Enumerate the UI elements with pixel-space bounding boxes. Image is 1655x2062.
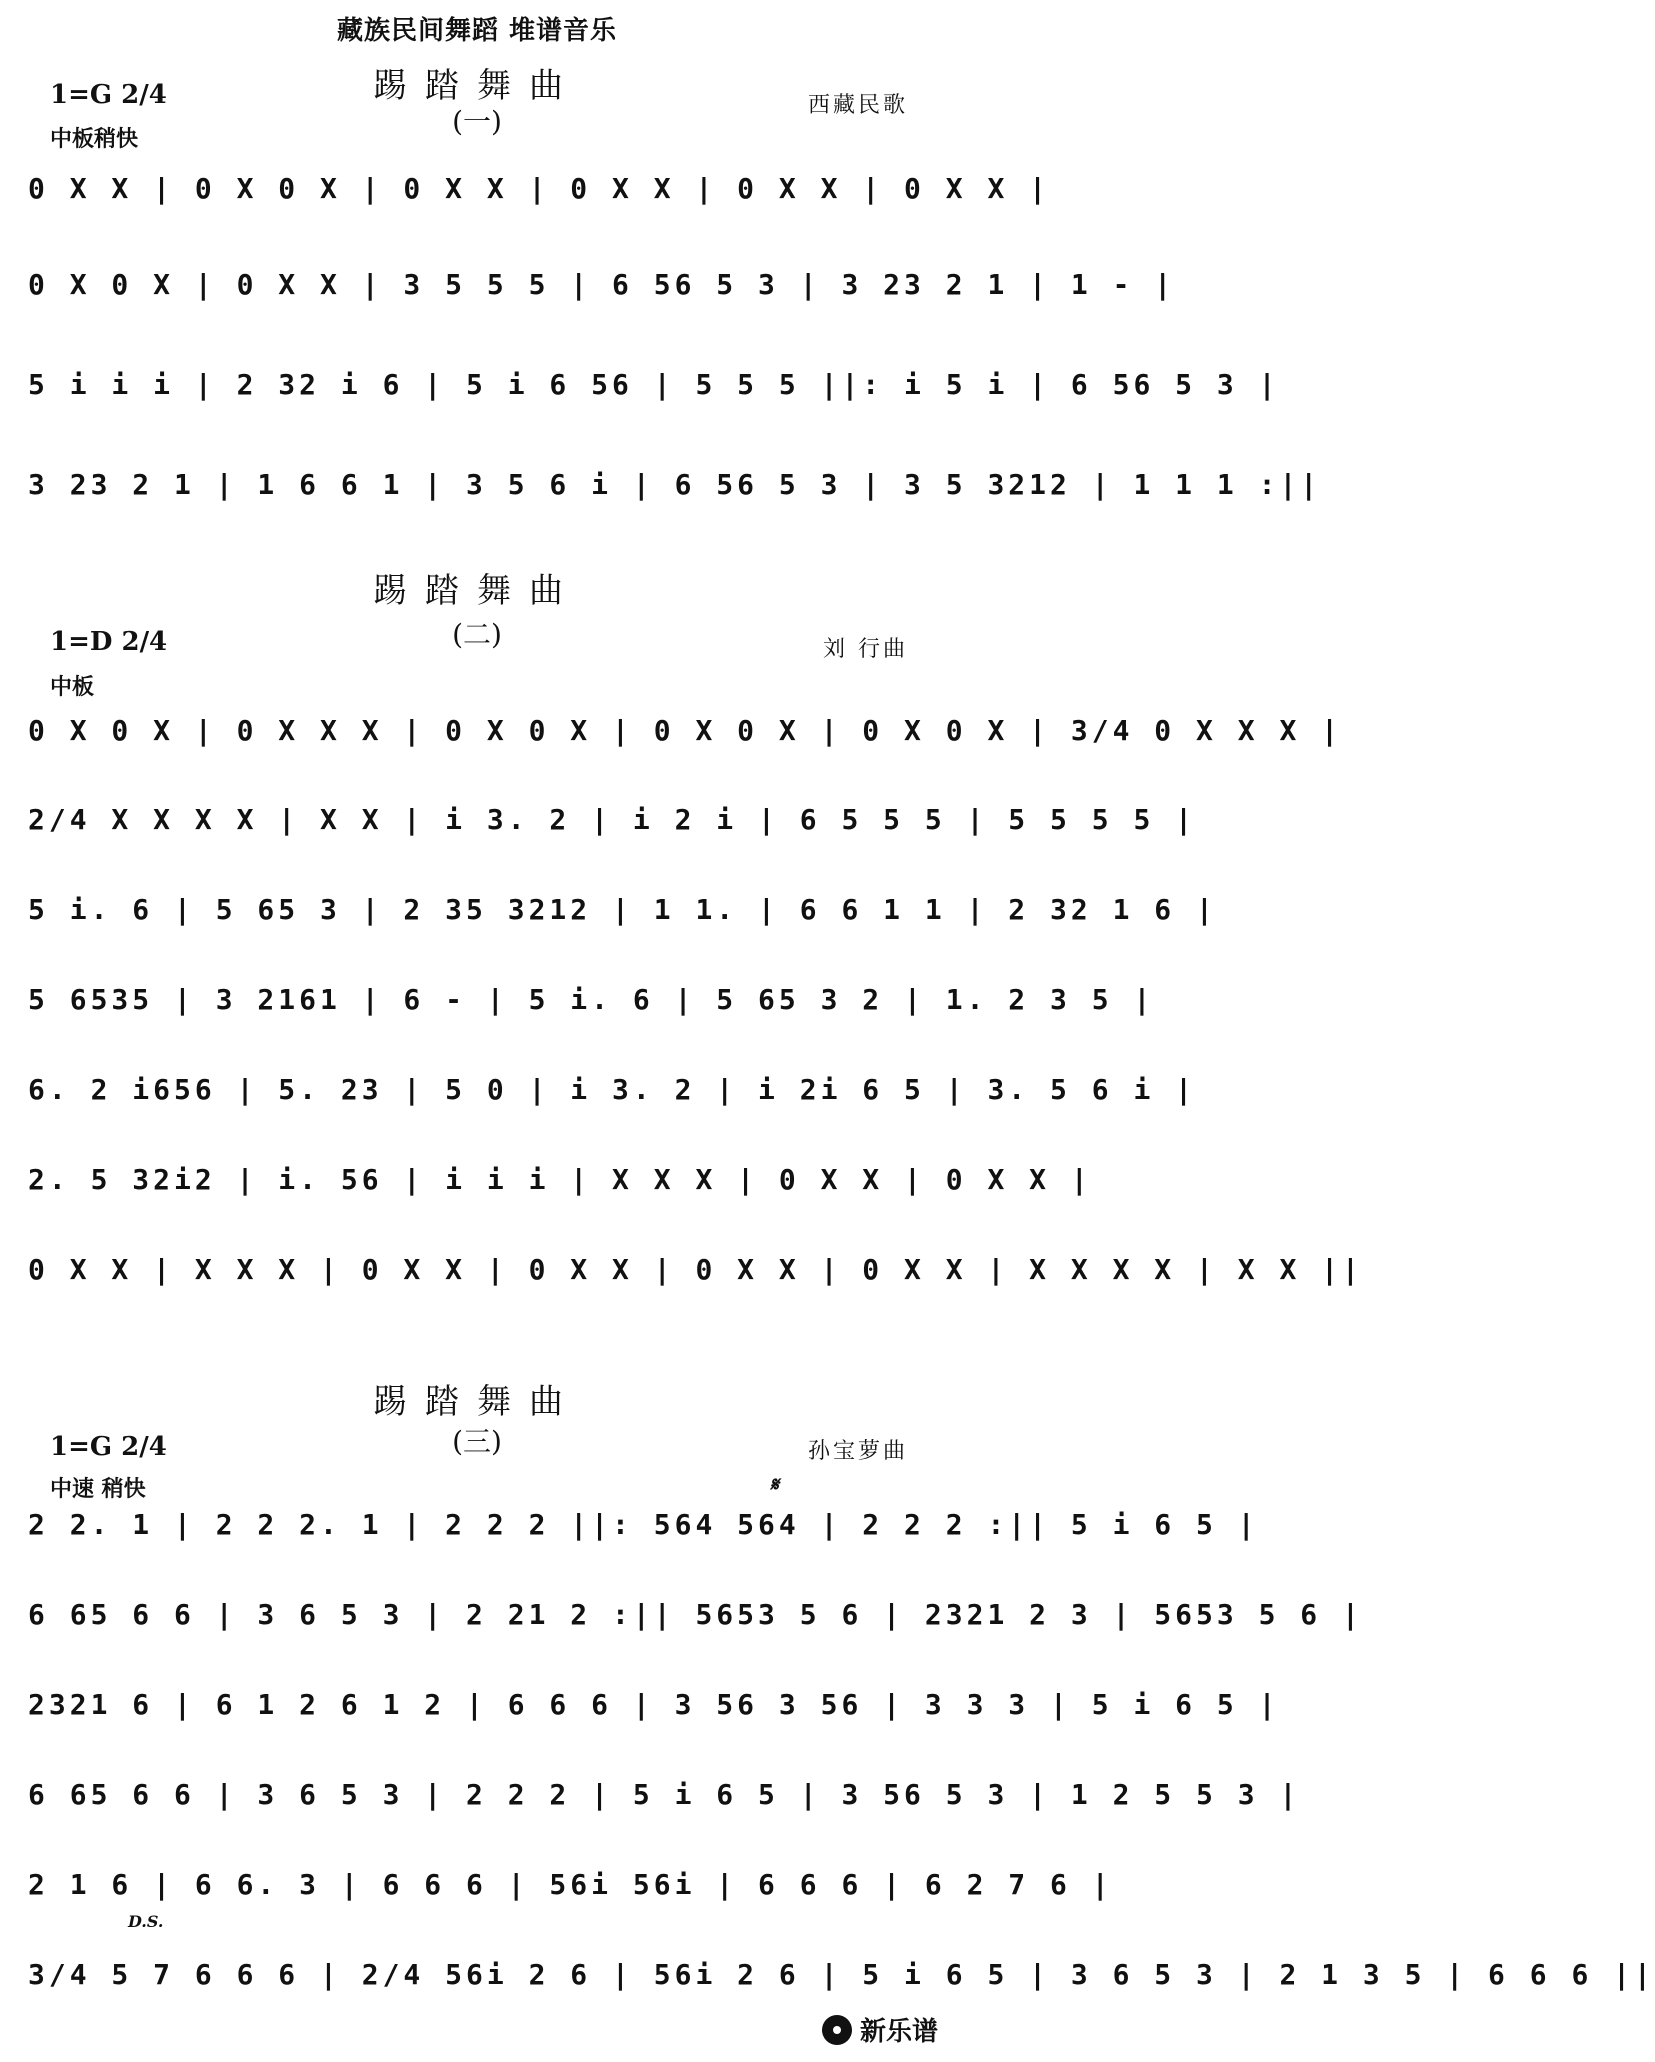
notation-text: 0 X X | X X X | 0 X X | 0 X X | 0 X X | 0 X X | X X X X | X X ||	[28, 1252, 1363, 1286]
ds-marking: D.S.	[128, 1912, 164, 1931]
piece-2-row	[28, 887, 1217, 931]
notation-text: 2/4 X X X X | X X | i 3. 2 | i 2 i | 6 5 5 5 | 5 5 5 5 |	[28, 802, 1197, 836]
notation-text: 0 X 0 X | 0 X X | 3 5 5 5 | 6 56 5 3 | 3 23 2 1 | 1 - |	[28, 267, 1176, 301]
notation-text: 6 65 6 6 | 3 6 5 3 | 2 21 2 :|| 5653 5 6 | 2321 2 3 | 5653 5 6 |	[28, 1597, 1363, 1631]
notation-text: 3/4 5 7 6 6 6 | 2/4 56i 2 6 | 56i 2 6 | 5 i 6 5 | 3 6 5 3 | 2 1 3 5 | 6 6 6 ||	[28, 1957, 1655, 1991]
notation-text: 5 i i i | 2 32 i 6 | 5 i 6 56 | 5 5 5 ||: i 5 i | 6 56 5 3 |	[28, 367, 1280, 401]
watermark-text: 新乐谱	[859, 2017, 938, 2047]
notation-text: 5 6535 | 3 2161 | 6 - | 5 i. 6 | 5 65 3 2 | 1. 2 3 5 |	[28, 982, 1155, 1016]
piece-3-composer: 孙宝萝曲	[807, 1439, 908, 1464]
piece-2-row	[28, 1247, 1363, 1291]
piece-2-row	[28, 977, 1155, 1021]
piece-3-tempo: 中速 稍快	[50, 1477, 146, 1502]
record-icon	[822, 2015, 852, 2045]
piece-1-title: 踢踏舞曲	[373, 66, 581, 106]
piece-1-row	[28, 462, 1322, 506]
piece-3-row	[28, 1502, 1259, 1546]
notation-text: 0 X 0 X | 0 X X X | 0 X 0 X | 0 X 0 X | 0 X 0 X | 3/4 0 X X X |	[28, 713, 1343, 747]
watermark-logo	[822, 2011, 938, 2048]
notation-text: 2321 6 | 6 1 2 6 1 2 | 6 6 6 | 3 56 3 56 | 3 3 3 | 5 i 6 5 |	[28, 1687, 1280, 1721]
notation-text: 2 1 6 | 6 6. 3 | 6 6 6 | 56i 56i | 6 6 6 | 6 2 7 6 |	[28, 1867, 1113, 1901]
notation-text: 3 23 2 1 | 1 6 6 1 | 3 5 6 i | 6 56 5 3 | 3 5 3212 | 1 1 1 :||	[28, 467, 1322, 501]
notation-text: 6 65 6 6 | 3 6 5 3 | 2 2 2 | 5 i 6 5 | 3 56 5 3 | 1 2 5 5 3 |	[28, 1777, 1301, 1811]
piece-2-row	[28, 1157, 1092, 1201]
piece-1-row	[28, 262, 1176, 306]
piece-1-row	[28, 362, 1280, 406]
piece-3-title: 踢踏舞曲	[373, 1382, 581, 1422]
piece-2-number: (二)	[452, 618, 502, 651]
page-header: 藏族民间舞蹈 堆谱音乐	[336, 16, 618, 46]
piece-3-row	[28, 1592, 1363, 1636]
segno-sign: 𝄋	[770, 1472, 779, 1496]
piece-3-row	[28, 1862, 1113, 1906]
piece-1-key: 1=G 2/4	[50, 80, 167, 110]
piece-2-composer: 刘 行曲	[823, 637, 908, 662]
piece-3-row	[28, 1682, 1280, 1726]
piece-1-composer: 西藏民歌	[807, 93, 908, 118]
piece-1-tempo: 中板稍快	[50, 127, 139, 152]
piece-2-key: 1=D 2/4	[50, 627, 168, 657]
piece-3-row	[28, 1772, 1301, 1816]
notation-text: 5 i. 6 | 5 65 3 | 2 35 3212 | 1 1. | 6 6 1 1 | 2 32 1 6 |	[28, 892, 1217, 926]
piece-2-row	[28, 1067, 1197, 1111]
piece-1-number: (一)	[452, 105, 502, 138]
piece-2-tempo: 中板	[50, 675, 95, 700]
notation-text: 2 2. 1 | 2 2 2. 1 | 2 2 2 ||: 564 564 | 2 2 2 :|| 5 i 6 5 |	[28, 1507, 1259, 1541]
piece-3-row	[28, 1952, 1655, 1996]
piece-2-row	[28, 708, 1343, 752]
piece-1-row	[28, 166, 1051, 210]
piece-2-title: 踢踏舞曲	[373, 571, 581, 611]
piece-3-number: (三)	[452, 1425, 502, 1458]
notation-text: 0 X X | 0 X 0 X | 0 X X | 0 X X | 0 X X | 0 X X |	[28, 171, 1051, 205]
notation-text: 6. 2 i656 | 5. 23 | 5 0 | i 3. 2 | i 2i 6 5 | 3. 5 6 i |	[28, 1072, 1197, 1106]
notation-text: 2. 5 32i2 | i. 56 | i i i | X X X | 0 X X | 0 X X |	[28, 1162, 1092, 1196]
piece-2-row	[28, 797, 1197, 841]
piece-3-key: 1=G 2/4	[50, 1432, 167, 1462]
